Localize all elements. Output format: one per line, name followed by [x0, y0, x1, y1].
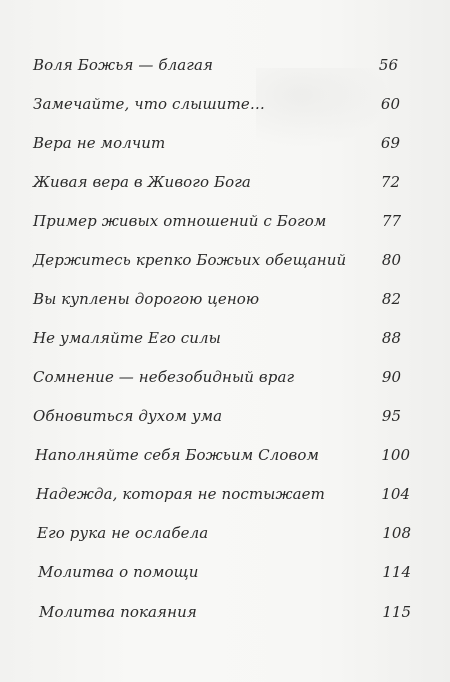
toc-entry	[33, 368, 401, 392]
toc-entry-title: Молитва покаяния	[39, 603, 197, 621]
toc-entry-title: Не умаляйте Его силы	[33, 329, 221, 347]
toc-entry-title: Наполняйте себя Божьим Словом	[35, 446, 320, 464]
toc-entry-page-number: 100	[381, 446, 410, 464]
toc-entry	[38, 563, 411, 587]
toc-entry-page-number: 104	[381, 485, 410, 503]
toc-entry	[33, 56, 398, 80]
toc-entry-page-number: 69	[380, 134, 400, 152]
toc-entry	[33, 407, 401, 431]
toc-entry-title: Живая вера в Живого Бога	[33, 173, 251, 191]
toc-entry	[36, 485, 410, 509]
toc-entry-title: Его рука не ослабела	[37, 524, 209, 542]
toc-entry-page-number: 95	[381, 407, 401, 425]
toc-entry-page-number: 72	[380, 173, 400, 191]
toc-entry-page-number: 88	[381, 329, 401, 347]
toc-entry-page-number: 56	[378, 56, 398, 74]
toc-entry	[35, 446, 410, 470]
toc-entry-title: Держитесь крепко Божьих обещаний	[33, 251, 347, 269]
toc-entry-page-number: 77	[381, 212, 401, 230]
toc-entry	[37, 524, 411, 548]
toc-entry-page-number: 82	[381, 290, 401, 308]
toc-entry	[33, 95, 400, 119]
toc-entry	[33, 290, 401, 314]
toc-entry-title: Вера не молчит	[33, 134, 166, 152]
toc-entry	[33, 134, 400, 158]
toc-entry-page-number: 114	[382, 563, 411, 581]
toc-entry	[33, 329, 401, 353]
toc-entry-page-number: 90	[381, 368, 401, 386]
toc-entry-title: Надежда, которая не постыжает	[36, 485, 325, 503]
toc-entry-title: Вы куплены дорогою ценою	[33, 290, 260, 308]
toc-entry-title: Сомнение — небезобидный враг	[33, 368, 295, 386]
toc-entry	[33, 212, 401, 236]
toc-entry-title: Замечайте, что слышите…	[33, 95, 265, 113]
toc-entry-page-number: 115	[382, 603, 411, 621]
toc-entry-title: Воля Божья — благая	[33, 56, 214, 74]
toc-entry-page-number: 80	[381, 251, 401, 269]
toc-entry	[33, 251, 401, 275]
toc-entry	[39, 603, 411, 627]
toc-entry-page-number: 108	[382, 524, 411, 542]
toc-entry-page-number: 60	[380, 95, 400, 113]
toc-entry	[33, 173, 400, 197]
toc-entry-title: Молитва о помощи	[38, 563, 199, 581]
toc-entry-title: Пример живых отношений с Богом	[33, 212, 327, 230]
toc-entry-title: Обновиться духом ума	[33, 407, 223, 425]
